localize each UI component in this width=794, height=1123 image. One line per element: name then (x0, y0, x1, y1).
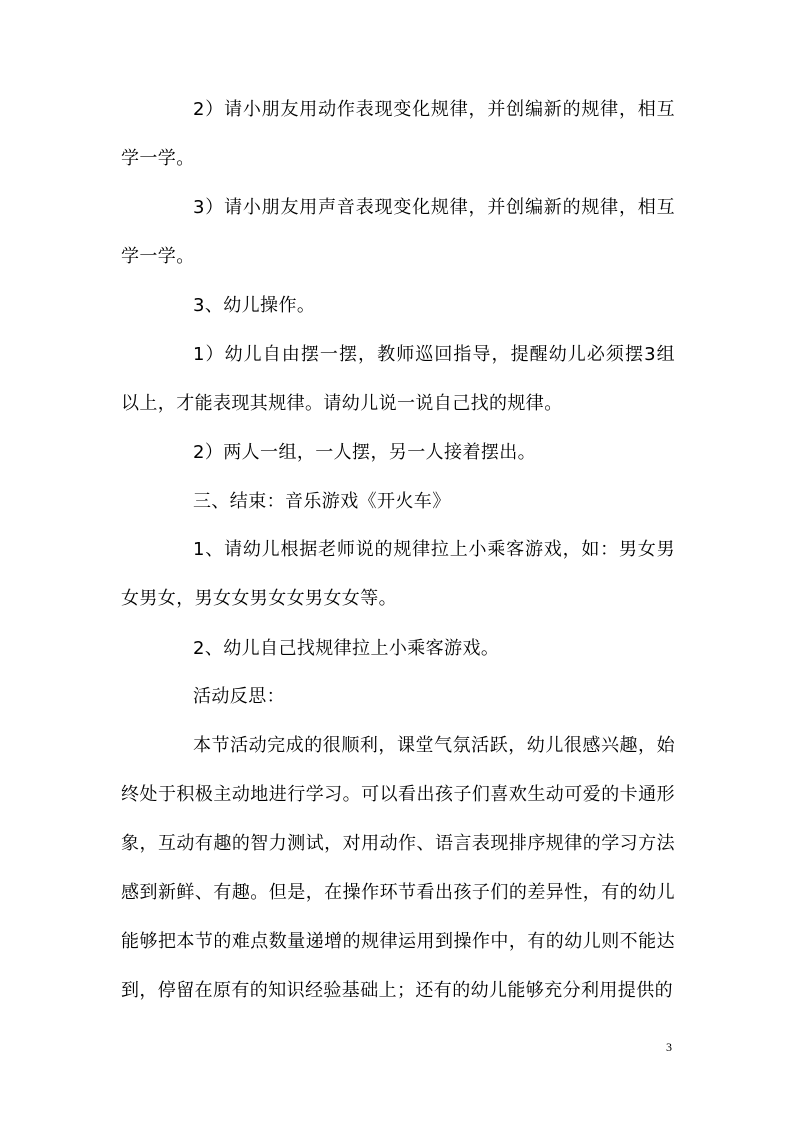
paragraph-3: 3、幼儿操作。 (193, 295, 316, 316)
paragraph-6: 三、结束：音乐游戏《开火车》 (193, 491, 451, 512)
paragraph-4: 1）幼儿自由摆一摆，教师巡回指导，提醒幼儿必须摆3组以上，才能表现其规律。请幼儿说一说自己找的规律。 (121, 344, 675, 414)
paragraph-10: 本节活动完成的很顺利，课堂气氛活跃，幼儿很感兴趣，始终处于积极主动地进行学习。可以看出孩子们喜欢生动可爱的卡通形象，互动有趣的智力测试，对用动作、语言表现排序规律的学习方法感到新鲜、有趣。但是，在操作环节看出孩子们的差异性，有的幼儿能够把本节的难点数量递增的规律运用到操作中，有的幼儿则不能达到，停留在原有的知识经验基础上；还有的幼儿能够充分利用提供的 (121, 735, 675, 1001)
paragraph-9: 活动反思： (193, 686, 285, 707)
paragraph-8: 2、幼儿自己找规律拉上小乘客游戏。 (193, 638, 500, 659)
paragraph-2: 3）请小朋友用声音表现变化规律，并创编新的规律，相互学一学。 (121, 197, 675, 267)
paragraph-7: 1、请幼儿根据老师说的规律拉上小乘客游戏，如：男女男女男女，男女女男女女男女女等。 (121, 539, 675, 609)
paragraph-1: 2）请小朋友用动作表现变化规律，并创编新的规律，相互学一学。 (121, 99, 675, 169)
page-number: 3 (666, 1040, 672, 1054)
paragraph-5: 2）两人一组，一人摆，另一人接着摆出。 (193, 442, 537, 463)
